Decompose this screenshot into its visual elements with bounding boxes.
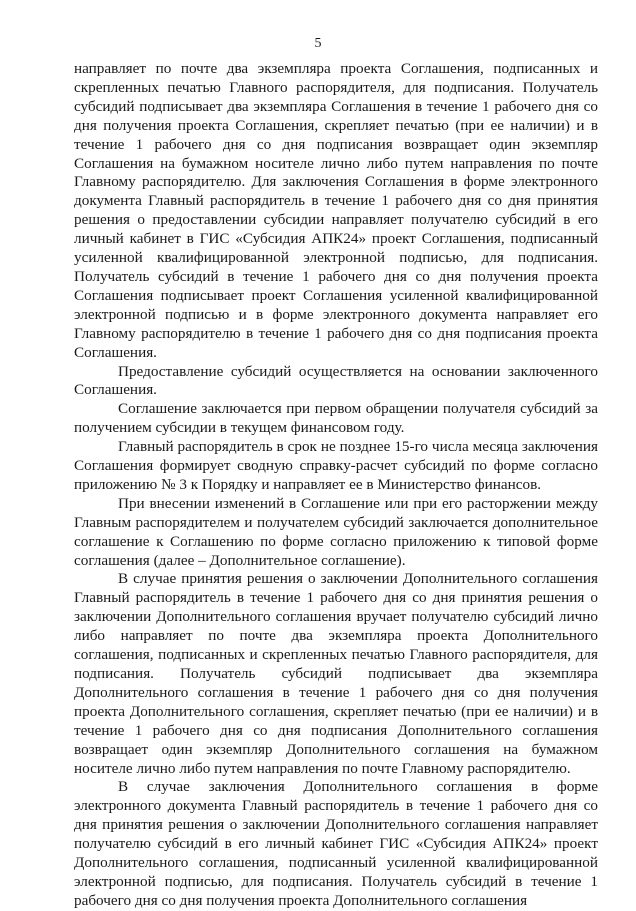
paragraph-continuation: направляет по почте два экземпляра проекта Соглашения, подписанных и скрепленных печатью Главного распорядителя, для подписания. Получатель субсидий подписывает два экземпляра Соглашения в течение 1 рабочего дня со дня получения проекта Соглашения, скрепляет печатью (при ее наличии) и в течение 1 рабочего дня со дня подписания возвращает один экземпляр Соглашения на бумажном носителе лично либо путем направления по почте Главному распорядителю. Для заключения Соглашения в форме электронного документа Главный распорядитель в течение 1 рабочего дня со дня принятия решения о предоставлении субсидии направляет получателю субсидий в его личный кабинет в ГИС «Субсидия АПК24» проект Соглашения, подписанный усиленной квалифицированной электронной подписью, для подписания. Получатель субсидий в течение 1 рабочего дня со дня получения проекта Соглашения подписывает проект Соглашения усиленной квалифицированной электронной подписью и в форме электронного документа направляет его Главному распорядителю в течение 1 рабочего дня со дня подписания проекта Соглашения. <box>74 60 598 361</box>
paragraph: В случае заключения Дополнительного соглашения в форме электронного документа Главный распорядитель в течение 1 рабочего дня со дня принятия решения о заключении Дополнительного соглашения направляет получателю субсидий в его личный кабинет ГИС «Субсидия АПК24» проект Дополнительного соглашения, подписанный усиленной квалифицированной электронной подписью, для подписания. Получатель субсидий в течение 1 рабочего дня со дня получения проекта Дополнительного соглашения <box>74 778 598 909</box>
page-number: 5 <box>314 36 322 51</box>
paragraph: В случае принятия решения о заключении Дополнительного соглашения Главный распорядитель в течение 1 рабочего дня со дня принятия решения о заключении Дополнительного соглашения вручает получателю субсидий лично либо направляет по почте два экземпляра проекта Дополнительного соглашения, подписанных и скрепленных печатью Главного распорядителя, для подписания. Получатель субсидий подписывает два экземпляра Дополнительного соглашения в течение 1 рабочего дня со дня получения проекта Дополнительного соглашения, скрепляет печатью (при ее наличии) и в течение 1 рабочего дня со дня подписания Дополнительного соглашения возвращает один экземпляр Дополнительного соглашения на бумажном носителе лично либо путем направления по почте Главному распорядителю. <box>74 570 598 777</box>
paragraph: Предоставление субсидий осуществляется на основании заключенного Соглашения. <box>74 362 598 399</box>
document-body <box>74 60 598 911</box>
paragraph: При внесении изменений в Соглашение или при его расторжении между Главным распорядителем и получателем субсидий заключается дополнительное соглашение к Соглашению по форме согласно приложению к типовой форме соглашения (далее – Дополнительное соглашение). <box>74 494 598 569</box>
paragraph: Главный распорядитель в срок не позднее 15-го числа месяца заключения Соглашения формирует сводную справку-расчет субсидий по форме согласно приложению № 3 к Порядку и направляет ее в Министерство финансов. <box>74 438 598 493</box>
paragraph: Соглашение заключается при первом обращении получателя субсидий за получением субсидии в текущем финансовом году. <box>74 400 598 437</box>
